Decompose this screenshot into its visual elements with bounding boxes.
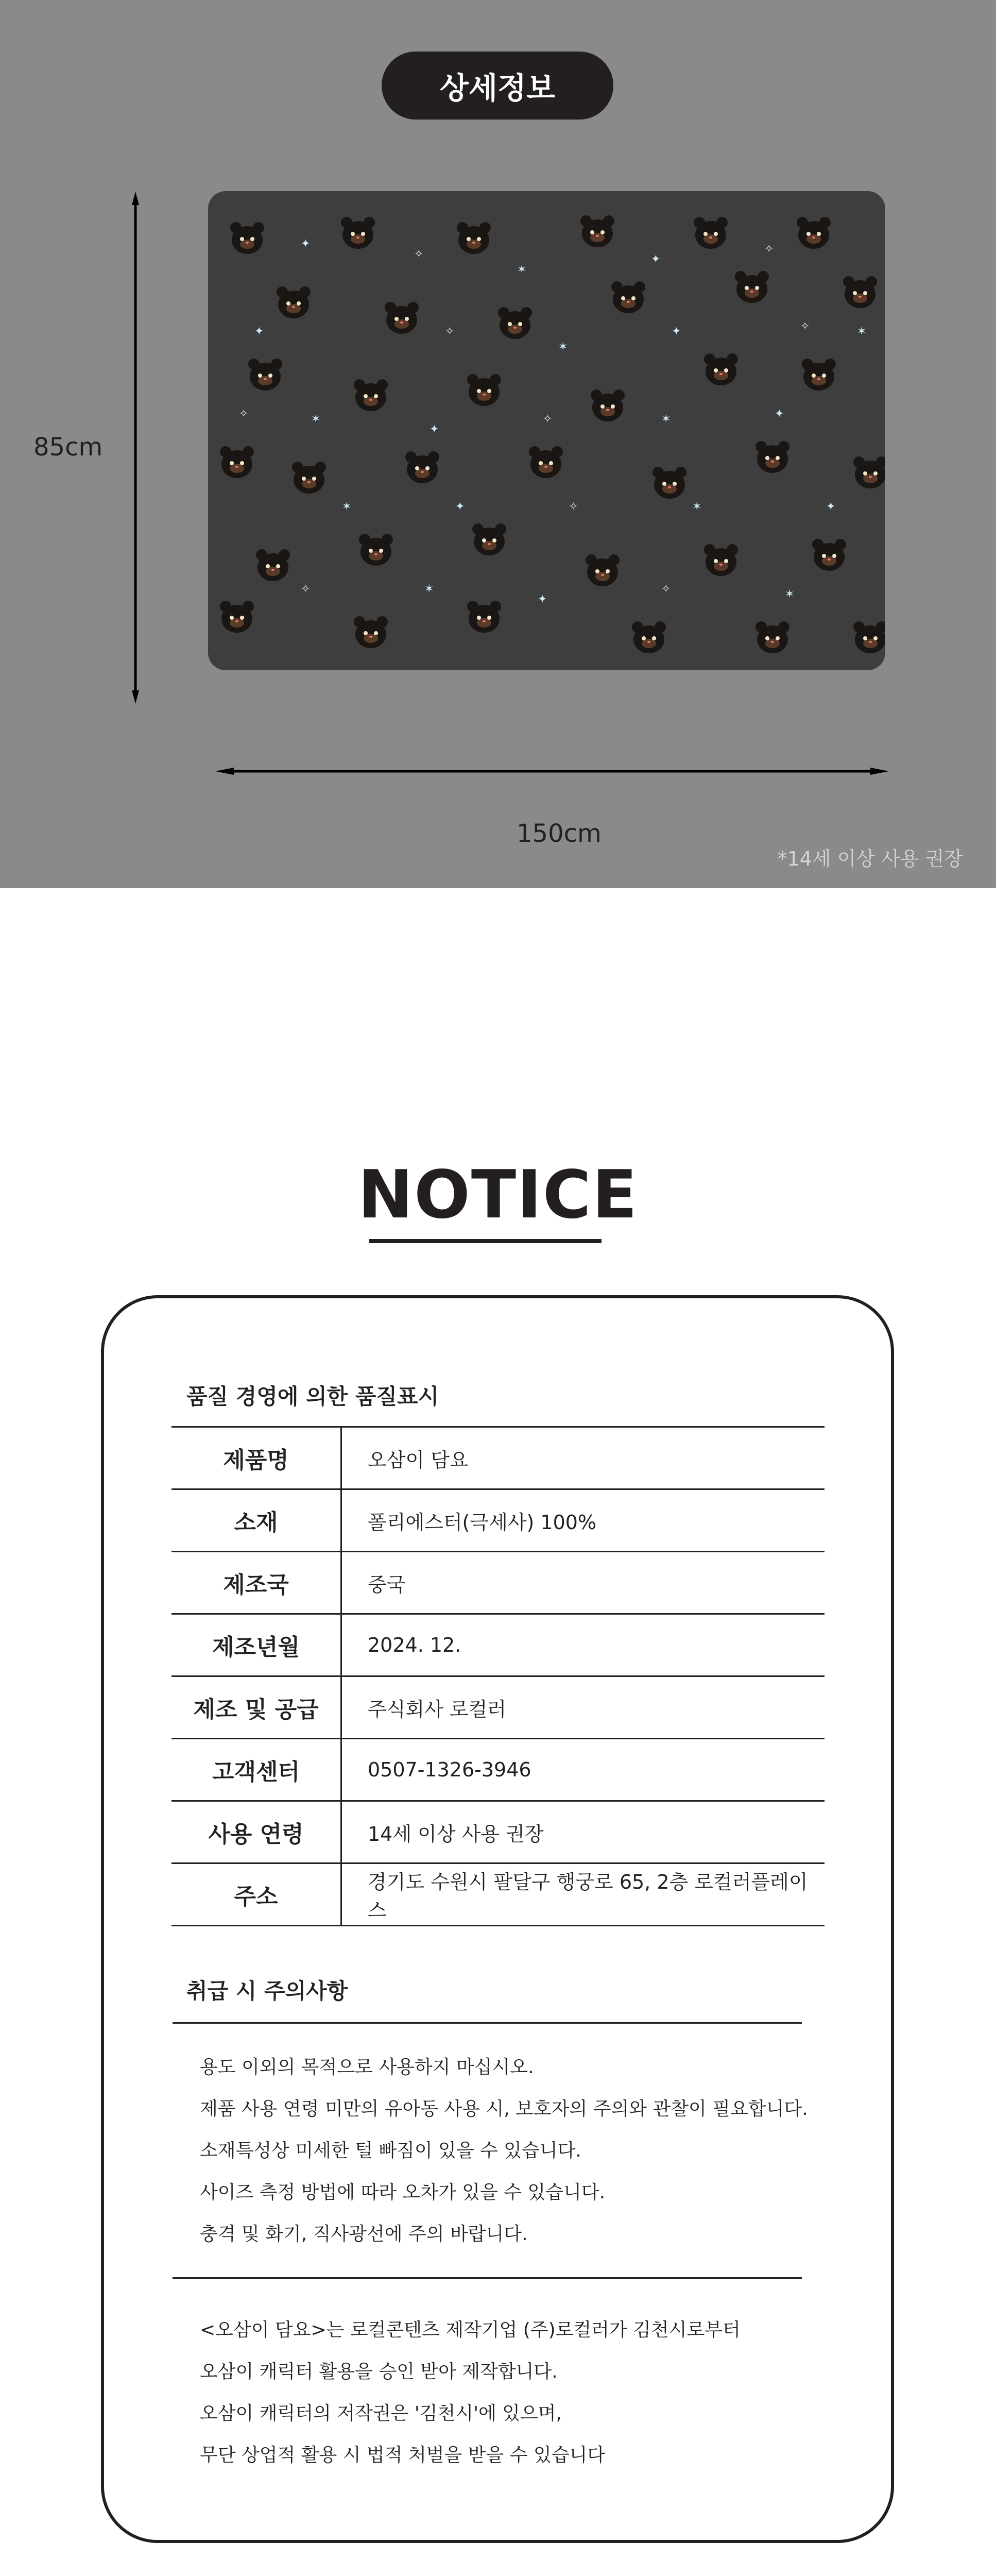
bear-face-icon [610,279,647,316]
blanket-product-image [208,191,885,670]
bear-face-icon [352,614,389,651]
bear-face-icon [589,387,626,424]
sparkle-icon: ✧ [239,408,249,420]
sparkle-icon: ✶ [342,500,352,513]
spec-value: 주식회사 로컬러 [341,1676,825,1739]
sparkle-icon: ✶ [311,413,321,426]
caution-item: 사이즈 측정 방법에 따라 오차가 있을 수 있습니다. [200,2182,606,2203]
sparkle-icon: ✶ [558,341,568,353]
sparkle-icon: ✶ [661,413,671,426]
sparkle-icon: ✦ [651,253,661,266]
bear-face-icon [466,371,503,409]
sparkle-icon: ✶ [692,500,702,513]
sparkle-icon: ✶ [424,583,434,596]
bear-face-icon [357,531,394,568]
bear-face-icon [290,459,328,496]
bear-face-icon [404,449,441,486]
caution-divider-top [173,2022,802,2024]
sparkle-icon: ✶ [785,588,795,601]
spec-key: 주소 [171,1863,341,1926]
notice-underline [369,1239,602,1243]
bear-face-icon [692,214,729,251]
spec-row [171,1676,825,1739]
spec-key: 제품명 [171,1427,341,1489]
height-label: 85cm [33,433,103,462]
sparkle-icon: ✦ [826,500,836,513]
spec-value: 14세 이상 사용 권장 [341,1801,825,1863]
sparkle-icon: ✦ [455,500,465,513]
bear-face-icon [733,268,770,306]
bear-face-icon [584,552,621,589]
detail-info-badge: 상세정보 [382,52,613,120]
sparkle-icon: ✧ [764,243,774,256]
sparkle-icon: ✧ [661,583,671,596]
spec-row [171,1801,825,1863]
bear-face-icon [795,214,832,251]
spec-key: 사용 연령 [171,1801,341,1863]
caution-item: 제품 사용 연령 미만의 유아동 사용 시, 보호자의 주의와 관찰이 필요합니다. [200,2098,808,2120]
bear-face-icon [842,274,879,311]
bear-face-icon [352,377,389,414]
spec-value: 중국 [341,1552,825,1614]
spec-key: 고객센터 [171,1739,341,1801]
age-recommendation-note: *14세 이상 사용 권장 [777,848,963,870]
bear-face-icon [455,219,492,257]
notice-title: NOTICE [357,1157,639,1233]
bear-face-icon [254,547,291,584]
bear-face-icon [630,619,667,656]
bear-face-icon [702,541,740,579]
bear-face-icon [852,454,885,491]
license-line: 무단 상업적 활용 시 법적 처벌을 받을 수 있습니다 [200,2445,606,2466]
spec-key: 제조 및 공급 [171,1676,341,1739]
license-line: <오삼이 담요>는 로컬콘텐츠 제작기업 (주)로컬러가 김천시로부터 [200,2319,741,2341]
bear-face-icon [466,598,503,635]
sparkle-icon: ✶ [857,325,867,338]
bear-face-icon [651,464,688,501]
license-line: 오삼이 캐릭터 활용을 승인 받아 제작합니다. [200,2361,558,2382]
license-line: 오삼이 캐릭터의 저작권은 '김천시'에 있으며, [200,2403,562,2424]
bear-face-icon [811,536,848,573]
bear-face-icon [800,356,837,393]
spec-key: 소재 [171,1489,341,1552]
spec-value: 경기도 수원시 팔달구 행궁로 65, 2층 로컬러플레이스 [341,1863,825,1926]
spec-value: 2024. 12. [341,1614,825,1676]
bear-face-icon [275,284,312,321]
width-label: 150cm [517,819,602,848]
caution-item: 용도 이외의 목적으로 사용하지 마십시오. [200,2057,534,2078]
sparkle-icon: ✶ [517,263,527,276]
quality-label-heading: 품질 경영에 의한 품질표시 [186,1384,439,1409]
spec-row [171,1863,825,1926]
sparkle-icon: ✧ [414,248,424,261]
spec-row [171,1489,825,1552]
sparkle-icon: ✦ [672,325,681,338]
spec-row [171,1614,825,1676]
sparkle-icon: ✦ [538,593,547,606]
caution-heading: 취급 시 주의사항 [186,1978,348,2004]
spec-value: 폴리에스터(극세사) 100% [341,1489,825,1552]
bear-face-icon [702,351,740,388]
spec-key: 제조국 [171,1552,341,1614]
height-dimension-arrow [132,192,139,704]
bear-face-icon [218,598,255,635]
spec-key: 제조년월 [171,1614,341,1676]
sparkle-icon: ✧ [800,320,810,333]
sparkle-icon: ✦ [254,325,264,338]
spec-value: 오삼이 담요 [341,1427,825,1489]
caution-item: 충격 및 화기, 직사광선에 주의 바랍니다. [200,2224,528,2245]
bear-face-icon [383,299,420,336]
bear-face-icon [579,213,616,250]
spec-row [171,1427,825,1489]
sparkle-icon: ✧ [301,583,311,596]
spec-table [171,1426,825,1926]
bear-face-icon [218,444,255,481]
caution-item: 소재특성상 미세한 털 빠짐이 있을 수 있습니다. [200,2140,581,2161]
width-dimension-arrow [215,768,889,775]
sparkle-icon: ✧ [569,500,578,513]
bear-face-icon [496,304,534,342]
sparkle-icon: ✦ [301,238,311,250]
detail-section [0,0,996,888]
bear-face-icon [247,356,284,393]
bear-face-icon [229,219,266,257]
caution-divider-bottom [173,2277,802,2279]
sparkle-icon: ✧ [445,325,455,338]
spec-row [171,1739,825,1801]
bear-face-icon [754,619,791,656]
sparkle-icon: ✦ [430,423,439,436]
spec-value: 0507-1326-3946 [341,1739,825,1801]
bear-face-icon [852,619,885,656]
sparkle-icon: ✧ [543,413,553,426]
bear-face-icon [339,214,376,251]
bear-face-icon [527,444,564,481]
bear-face-icon [471,521,508,558]
sparkle-icon: ✦ [775,408,784,420]
spec-row [171,1552,825,1614]
bear-face-icon [754,438,791,476]
